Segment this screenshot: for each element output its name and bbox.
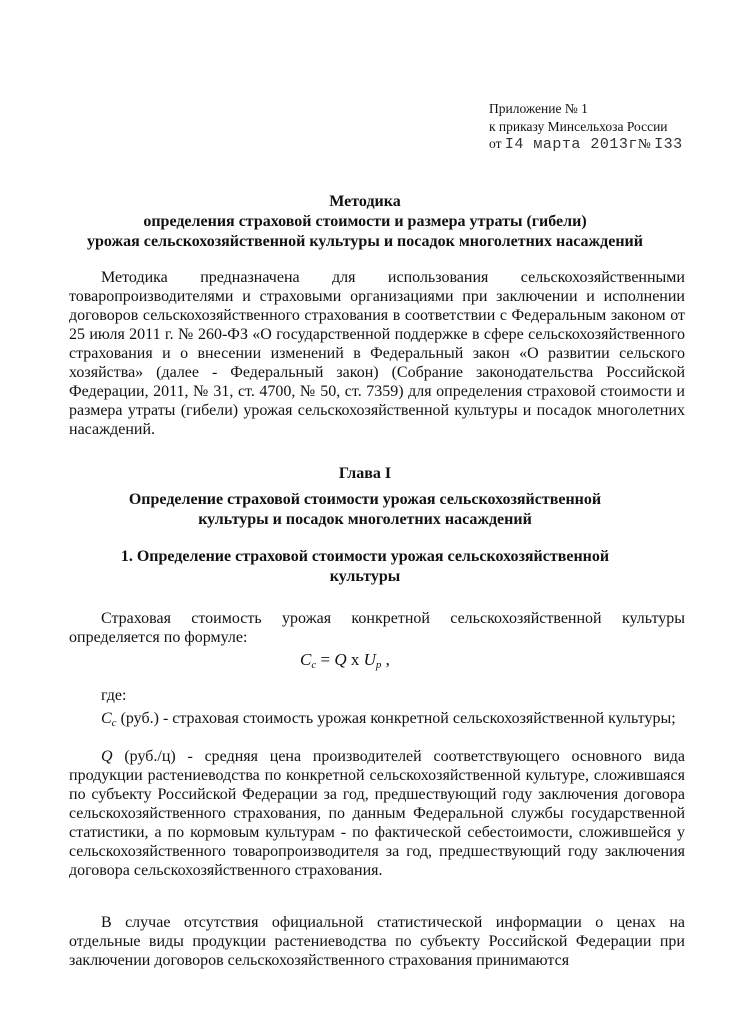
definition-cc-var-sub: c <box>111 717 117 729</box>
last-paragraph: В случае отсутствия официальной статистической информации о ценах на отдельные виды продукции растениеводства по субъекту Российской Федерации при заключении договоров сельскохозяйственного страхования принимаются <box>69 914 685 969</box>
annex-date-prefix: от <box>489 136 502 151</box>
chapter-title-line-1: Определение страховой стоимости урожая сельскохозяйственной <box>128 491 602 508</box>
definition-cc <box>69 709 685 733</box>
where-label: где: <box>101 687 127 704</box>
formula-times: x <box>346 650 364 669</box>
section-title-line-1: 1. Определение страховой стоимости урожая сельскохозяйственной <box>120 548 610 565</box>
definition-cc-var: C <box>101 710 112 727</box>
formula-tail: , <box>381 650 390 669</box>
formula-lhs-sub: c <box>311 659 317 671</box>
formula-equals: = <box>316 650 335 669</box>
formula-u-sub: p <box>375 659 382 671</box>
formula-lhs: C <box>300 650 312 669</box>
formula-u: U <box>363 650 376 669</box>
formula-intro: Страховая стоимость урожая конкретной сельскохозяйственной культуры определяется по формуле: <box>69 610 685 646</box>
annex-date: I4 марта 2013г <box>504 136 638 153</box>
definition-cc-text: (руб.) - страховая стоимость урожая конкретной сельскохозяйственной культуры; <box>116 710 676 727</box>
chapter-label: Глава I <box>338 465 392 482</box>
chapter-title-line-2: культуры и посадок многолетних насаждений <box>198 511 532 528</box>
formula <box>300 650 460 671</box>
intro-paragraph: Методика предназначена для использования сельскохозяйственными товаропроизводителями и страховыми организациями при заключении и исполнении договоров сельскохозяйственного страхования в соответствии с Федеральным законом от 25 июля 2011 г. № 260-ФЗ «О государственной поддержке в сфере сельскохозяйственного страхования и о внесении изменений в Федеральный закон «О развитии сельского хозяйства» (далее - Федеральный закон) (Собрание законодательства Российской Федерации, 2011, № 31, ст. 4700, № 50, ст. 7359) для определения страховой стоимости и размера утраты (гибели) урожая сельскохозяйственной культуры и посадок многолетних насаждений. <box>69 269 685 438</box>
annex-number: I33 <box>654 136 683 153</box>
annex-line-3 <box>489 135 724 154</box>
formula-q: Q <box>334 650 347 669</box>
title-line-1: Методика <box>329 193 401 210</box>
definition-q <box>69 747 685 880</box>
title-line-2: определения страховой стоимости и размера утраты (гибели) <box>143 213 587 230</box>
definition-q-text: (руб./ц) - средняя цена производителей соответствующего основного вида продукции растениеводства по конкретной сельскохозяйственной культуре, сложившаяся по субъекту Российской Федерации за год, предшествующий году заключения договора сельскохозяйственного страхования, по данным Федеральной службы государственной статистики, а по кормовым культурам - по фактической себестоимости, сложившейся у сельскохозяйственного товаропроизводителя за год, предшествующий году заключения договора сельскохозяйственного страхования. <box>69 748 685 879</box>
section-title-line-2: культуры <box>329 568 401 585</box>
definition-q-var: Q <box>101 748 113 765</box>
annex-number-symbol: № <box>637 136 651 151</box>
annex-header <box>489 100 724 154</box>
title-line-3: урожая сельскохозяйственной культуры и посадок многолетних насаждений <box>87 233 643 250</box>
annex-line-2: к приказу Минсельхоза России <box>489 118 668 134</box>
annex-line-1: Приложение № 1 <box>489 101 588 116</box>
